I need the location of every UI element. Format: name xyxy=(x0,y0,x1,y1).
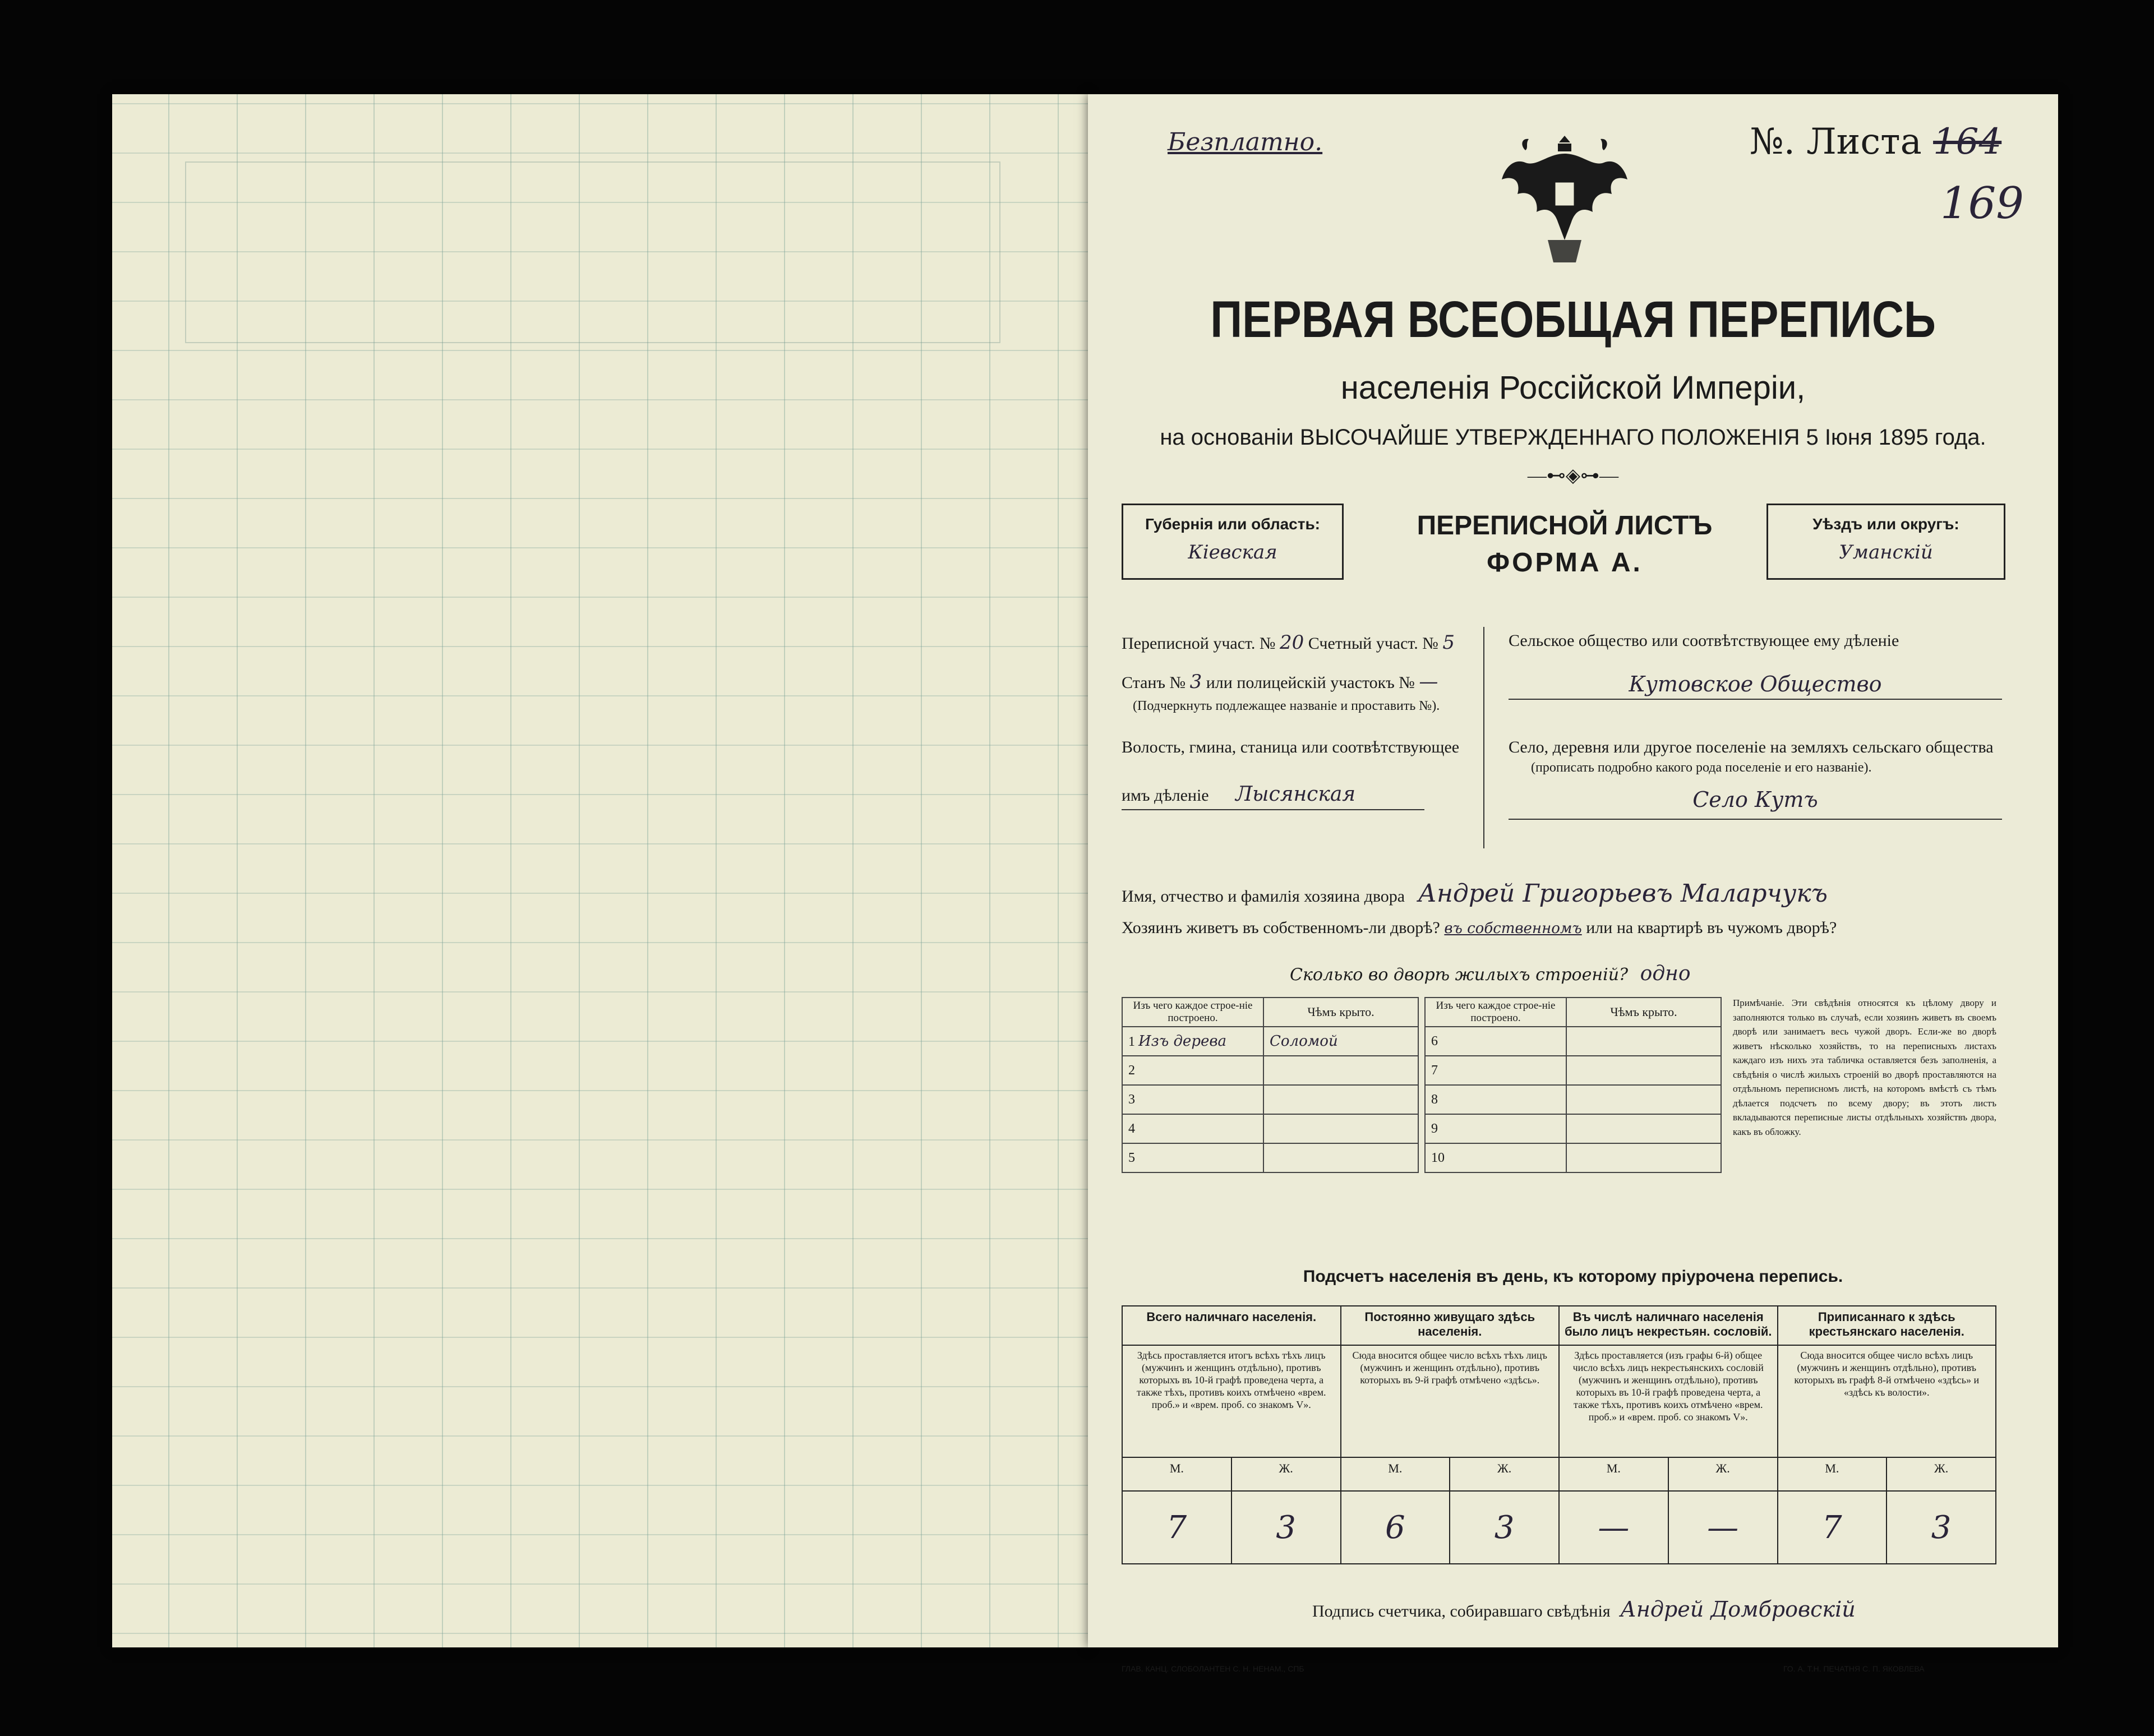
buildings-col-material: Изъ чего каждое строе-ніе построено. xyxy=(1122,998,1263,1027)
volost-line xyxy=(1122,783,1355,806)
female-label: Ж. xyxy=(1450,1457,1559,1491)
female-label: Ж. xyxy=(1668,1457,1778,1491)
buildings-col-roof-right: Чѣмъ крыто. xyxy=(1566,998,1721,1027)
non-peasant-female-value: — xyxy=(1668,1491,1778,1564)
bleed-through-header xyxy=(185,161,1000,343)
sheet-number-corrected: 169 xyxy=(1940,178,2024,229)
signature-line xyxy=(1312,1597,1856,1622)
stan-value: 3 xyxy=(1189,671,1202,693)
gubernia-box xyxy=(1122,504,1344,580)
police-value: — xyxy=(1419,671,1438,693)
peasant-male-value: 7 xyxy=(1778,1491,1887,1564)
total-female-value: 3 xyxy=(1231,1491,1341,1564)
list-title: ПЕРЕПИСНОЙ ЛИСТЪ xyxy=(1417,511,1713,541)
volost-underline xyxy=(1122,809,1424,810)
census-form-page xyxy=(1088,94,2058,1673)
population-caption: Подсчетъ населенія въ день, къ которому пріурочена перепись. xyxy=(1303,1267,1843,1286)
lives-value: въ собственномъ xyxy=(1444,920,1582,937)
population-desc-total: Здѣсь проставляется итогъ всѣхъ тѣхъ лицъ (мужчинъ и женщинъ отдѣльно), противъ которыхъ въ 10-й графѣ проведена черта, а также тѣхъ, противъ коихъ отмѣчено «врем. проб.» и «врем. проб. со знакомъ V». xyxy=(1122,1345,1341,1457)
count-district-label: Счетный участ. № xyxy=(1308,634,1438,653)
village-value: Село Кутъ xyxy=(1692,787,1818,812)
signature-value: Андрей Домбровскій xyxy=(1620,1597,1856,1622)
census-district-value: 20 xyxy=(1280,631,1304,654)
stan-label: Станъ № xyxy=(1122,673,1186,692)
gubernia-value: Кіевская xyxy=(1188,541,1277,564)
table-row: 3 xyxy=(1122,1085,1418,1114)
volost-label-2: имъ дѣленіе xyxy=(1122,786,1209,805)
form-type: ФОРМА А. xyxy=(1487,548,1643,578)
census-basis: на основаніи ВЫСОЧАЙШЕ УТВЕРЖДЕННАГО ПОЛОЖЕНІЯ 5 Іюня 1895 года. xyxy=(1160,425,1986,450)
table-row: 1 Изъ дерева Соломой xyxy=(1122,1027,1418,1056)
table-row: 9 xyxy=(1425,1114,1721,1143)
column-divider xyxy=(1483,627,1484,848)
census-title: ПЕРВАЯ ВСЕОБЩАЯ ПЕРЕПИСЬ xyxy=(1210,291,1936,348)
table-row: 5 xyxy=(1122,1143,1418,1172)
male-label: М. xyxy=(1122,1457,1231,1491)
female-label: Ж. xyxy=(1231,1457,1341,1491)
male-label: М. xyxy=(1559,1457,1668,1491)
lives-line xyxy=(1122,918,1837,938)
village-label: Село, деревня или другое поселеніе на земляхъ сельскаго общества xyxy=(1509,738,1994,756)
volost-value: Лысянская xyxy=(1235,783,1356,806)
society-label: Сельское общество или соотвѣтствующее ему дѣленіе xyxy=(1509,631,1899,650)
left-page-grid xyxy=(112,94,1088,1647)
district-line xyxy=(1122,631,1455,654)
gubernia-label: Губернія или область: xyxy=(1145,515,1321,533)
society-underline xyxy=(1509,699,2002,700)
table-row: 2 xyxy=(1122,1056,1418,1085)
table-row: 8 xyxy=(1425,1085,1721,1114)
population-desc-peasant: Сюда вносится общее число всѣхъ лицъ (мужчинъ и женщинъ отдѣльно), противъ которыхъ въ графѣ 8-й отмѣчено «здѣсь» и «здѣсь къ волости». xyxy=(1778,1345,1996,1457)
table-row: 6 xyxy=(1425,1027,1721,1056)
total-male-value: 7 xyxy=(1122,1491,1231,1564)
sheet-number-value: 164 xyxy=(1933,121,2002,163)
owner-line xyxy=(1122,879,1828,908)
census-subtitle: населенія Россійской Имперіи, xyxy=(1340,370,1806,406)
population-desc-non-peasant: Здѣсь проставляется (изъ графы 6-й) общее число всѣхъ лицъ некрестьянскихъ сословій (мужчинъ и женщинъ отдѣльно), противъ которыхъ въ 10-й графѣ проведена черта, а также тѣхъ, противъ коихъ отмѣчено «врем. проб.» и «врем. проб. со знакомъ V». xyxy=(1559,1345,1778,1457)
lives-label-2: или на квартирѣ въ чужомъ дворѣ? xyxy=(1586,918,1837,937)
permanent-female-value: 3 xyxy=(1450,1491,1559,1564)
permanent-male-value: 6 xyxy=(1341,1491,1450,1564)
owner-label: Имя, отчество и фамилія хозяина двора xyxy=(1122,887,1405,906)
buildings-table-left xyxy=(1122,997,1419,1173)
population-col-non-peasant: Въ числѣ наличнаго населенія было лицъ некрестьян. сословій. xyxy=(1559,1306,1778,1345)
female-label: Ж. xyxy=(1887,1457,1996,1491)
population-col-permanent: Постоянно живущаго здѣсь населенія. xyxy=(1341,1306,1560,1345)
buildings-value: одно xyxy=(1640,962,1691,985)
population-col-peasant: Приписаннаго к здѣсь крестьянскаго населенія. xyxy=(1778,1306,1996,1345)
population-col-total: Всего наличнаго населенія. xyxy=(1122,1306,1341,1345)
owner-value: Андрей Григорьевъ Маларчукъ xyxy=(1418,879,1828,908)
count-district-value: 5 xyxy=(1442,631,1455,654)
lives-label: Хозяинъ живетъ въ собственномъ-ли дворѣ? xyxy=(1122,918,1440,937)
census-district-label: Переписной участ. № xyxy=(1122,634,1276,653)
footer-left: ГЛАВ. КАНЦ. СЛОБОЛАНТЕН С. Н. НЕНАМ., СПБ xyxy=(1122,1664,1304,1673)
stan-line xyxy=(1122,671,1438,693)
sheet-number xyxy=(1750,121,2001,163)
uezd-label: Уѣздъ или округъ: xyxy=(1812,515,1959,533)
ornament-divider: —⊷◈⊶— xyxy=(1527,465,1619,486)
note-text: Примѣчаніе. Эти свѣдѣнія относятся къ цѣлому двору и заполняются только въ случаѣ, если хозяинъ живетъ въ своемъ дворѣ или занимаетъ весь чужой дворъ. Если-же во дворѣ живетъ нѣсколько хозяйствъ, то на переписныхъ листахъ каждаго изъ нихъ эта табличка оставляется безъ заполненія, а свѣдѣнія о числѣ жилыхъ строеній во дворѣ проставляются на отдѣльномъ переписномъ листѣ, на которомъ вмѣстѣ съ тѣмъ дѣлается подсчетъ по всему двору; въ этотъ листъ вкладываются переписные листы отдѣльныхъ хозяйствъ двора, какъ въ обложку. xyxy=(1733,998,1996,1137)
uezd-value: Уманскій xyxy=(1839,541,1933,564)
underline-note: (Подчеркнуть подлежащее названіе и проставить №). xyxy=(1133,699,1440,713)
village-note: (прописать подробно какого рода поселеніе и его названіе). xyxy=(1531,760,1872,775)
table-row: 7 xyxy=(1425,1056,1721,1085)
society-value: Кутовское Общество xyxy=(1629,672,1882,696)
peasant-female-value: 3 xyxy=(1887,1491,1996,1564)
footer-right: ГО. А. Т.Н. ПЕЧАТНЯ С. П. ЯКОВЛЕВА xyxy=(1783,1664,1925,1673)
volost-label: Волость, гмина, станица или соотвѣтствующее xyxy=(1122,738,1460,756)
buildings-count-line xyxy=(1290,962,1691,985)
table-row: 10 xyxy=(1425,1143,1721,1172)
sheet-number-label: №. Листа xyxy=(1750,121,1922,163)
buildings-col-roof: Чѣмъ крыто. xyxy=(1263,998,1418,1027)
free-label: Безплатно. xyxy=(1168,128,1323,156)
population-desc-permanent: Сюда вносится общее число всѣхъ тѣхъ лицъ (мужчинъ и женщинъ отдѣльно), противъ которыхъ въ 9-й графѣ отмѣчено «здѣсь». xyxy=(1341,1345,1560,1457)
male-label: М. xyxy=(1778,1457,1887,1491)
village-underline xyxy=(1509,819,2002,820)
buildings-table-right xyxy=(1424,997,1722,1173)
male-label: М. xyxy=(1341,1457,1450,1491)
population-table xyxy=(1122,1305,1996,1564)
signature-label: Подпись счетчика, собиравшаго свѣдѣнія xyxy=(1312,1602,1611,1620)
table-row: 4 xyxy=(1122,1114,1418,1143)
buildings-col-material-right: Изъ чего каждое строе-ніе построено. xyxy=(1425,998,1566,1027)
uezd-box xyxy=(1766,504,2005,580)
non-peasant-male-value: — xyxy=(1559,1491,1668,1564)
buildings-label: Сколько во дворѣ жилыхъ строеній? xyxy=(1290,965,1629,985)
double-headed-eagle-icon xyxy=(1492,128,1638,268)
police-label: или полицейскій участокъ № xyxy=(1206,673,1415,692)
